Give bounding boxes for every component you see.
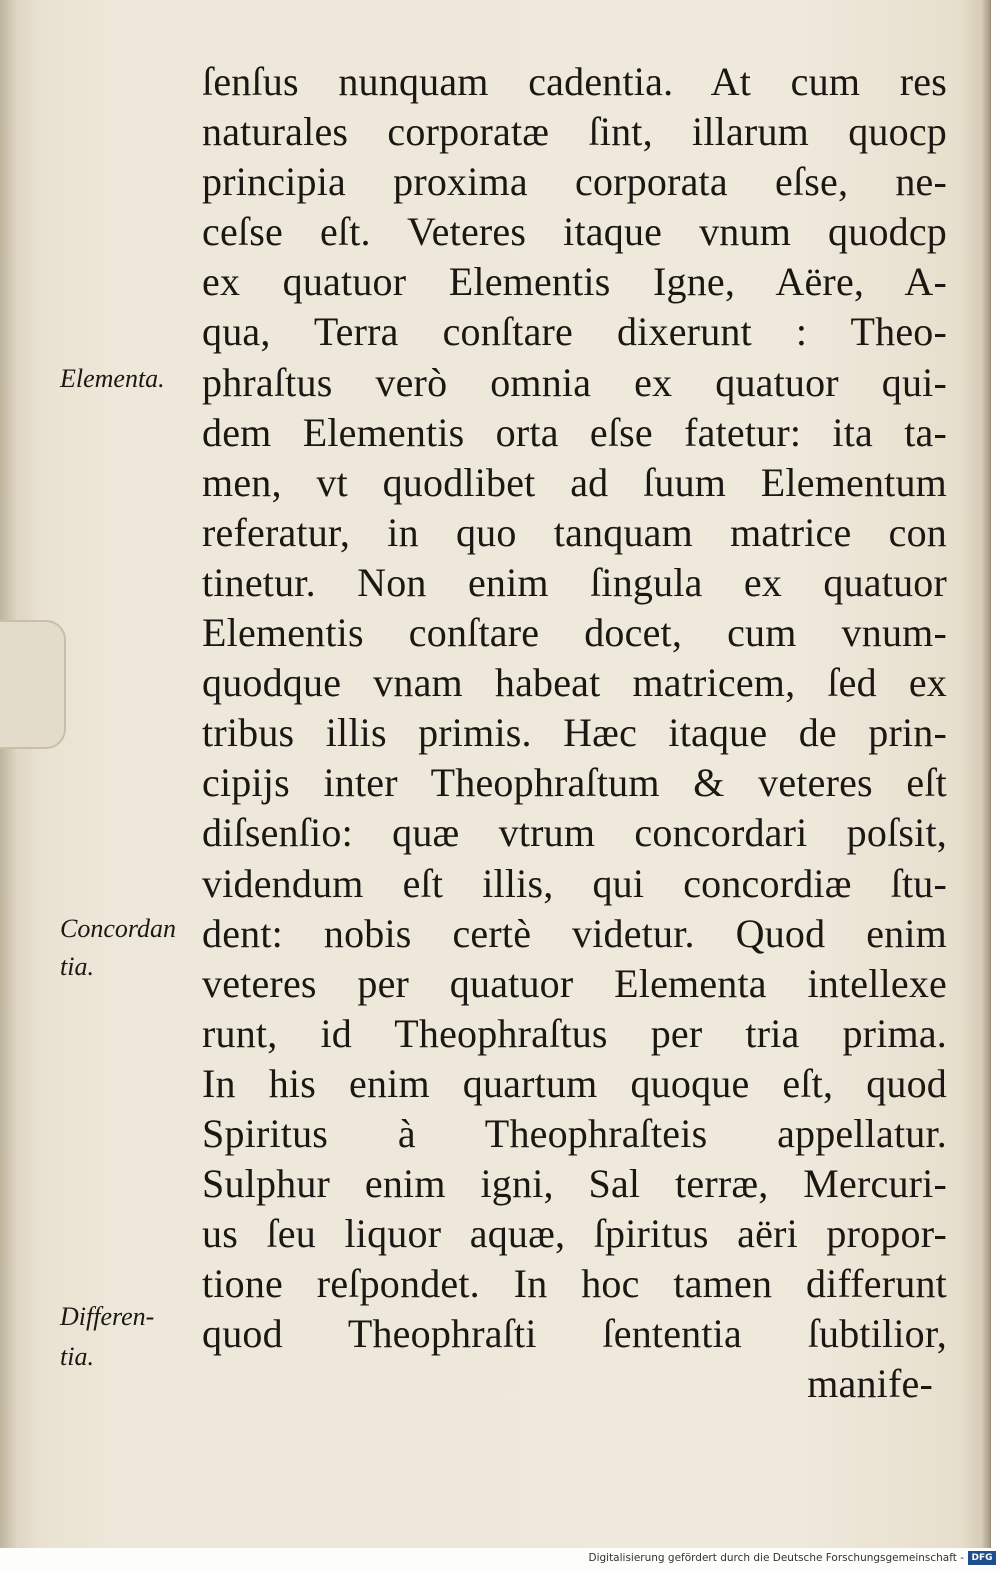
text-line: us ſeu liquor aquæ, ſpiritus aëri propor-	[202, 1211, 947, 1257]
margin-note-differentia-cont: tia.	[60, 1342, 94, 1371]
text-line: ſenſus nunquam cadentia. At cum res	[202, 59, 947, 104]
text-line: quodque vnam habeat matricem, ſed ex	[202, 660, 947, 706]
body-text	[202, 57, 947, 1410]
text-line: diſsenſio: quæ vtrum concordari poſsit,	[202, 810, 947, 856]
footer-credit: Digitalisierung gefördert durch die Deutsche Forschungsgemeinschaft -	[588, 1552, 964, 1564]
text-line: In his enim quartum quoque eſt, quod	[202, 1060, 947, 1106]
text-line: tinetur. Non enim ſingula ex quatuor	[202, 559, 947, 605]
text-line: men, vt quodlibet ad ſuum Elementum	[202, 459, 947, 505]
text-line: Sulphur enim igni, Sal terræ, Mercuri-	[202, 1161, 947, 1207]
text-line: Elementis conſtare docet, cum vnum-	[202, 610, 947, 656]
text-line: naturales corporatæ ſint, illarum quocp	[202, 109, 947, 155]
text-line: Spiritus à Theophraſteis appellatur.	[202, 1110, 947, 1156]
margin-note-concordantia-cont: tia.	[60, 952, 94, 981]
digitization-footer	[0, 1548, 1000, 1571]
text-line: dent: nobis certè videtur. Quod enim	[202, 910, 947, 956]
catchword: manife-	[807, 1361, 933, 1407]
text-line: qua, Terra conſtare dixerunt : Theo-	[202, 309, 947, 355]
text-line: cipijs inter Theophraſtum & veteres eſt	[202, 760, 947, 806]
text-line: ceſse eſt. Veteres itaque vnum quodcp	[202, 209, 947, 255]
text-line: tione reſpondet. In hoc tamen differunt	[202, 1261, 947, 1307]
dfg-logo: DFG	[968, 1551, 996, 1565]
page-clip-tab	[0, 620, 66, 749]
text-line: runt, id Theophraſtus per tria prima.	[202, 1010, 947, 1056]
text-line: veteres per quatuor Elementa intellexe	[202, 960, 947, 1006]
text-line: ex quatuor Elementis Igne, Aëre, A-	[202, 259, 947, 305]
margin-note-concordantia: Concordan	[60, 914, 177, 943]
text-line: tribus illis primis. Hæc itaque de prin-	[202, 710, 947, 756]
text-line: quod Theophraſti ſententia ſubtilior,	[202, 1311, 947, 1357]
margin-note-differentia: Differen-	[60, 1302, 155, 1331]
text-line: principia proxima corporata eſse, ne-	[202, 159, 947, 205]
margin-note-elementa: Elementa.	[60, 364, 165, 393]
text-line: referatur, in quo tanquam matrice con	[202, 509, 947, 555]
text-line: videndum eſt illis, qui concordiæ ſtu-	[202, 860, 947, 906]
text-line: phraſtus verò omnia ex quatuor qui-	[202, 359, 947, 405]
text-line: dem Elementis orta eſse fatetur: ita ta-	[202, 409, 947, 455]
